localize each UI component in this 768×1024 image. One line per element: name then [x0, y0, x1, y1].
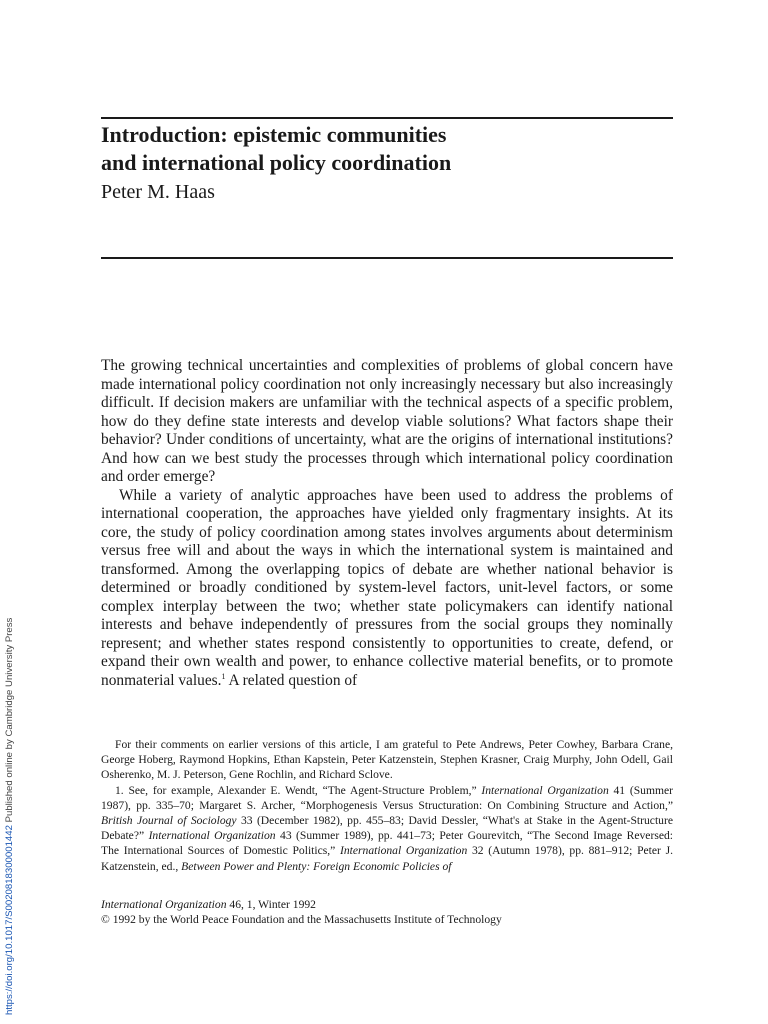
- paragraph-1: The growing technical uncertainties and complexities of problems of global concern have made international policy coordination not only increasingly necessary but also increasingly difficult. If decision makers are unfamiliar with the technical aspects of a specific problem, how do they define state interests and develop viable solutions? What factors shape their behavior? Under conditions of uncertainty, what are the origins of international institutions? And how can we best study the processes through which international policy coordination and order emerge?: [101, 357, 673, 485]
- paragraph-2-tail: A related question of: [225, 671, 358, 689]
- journal-issue-line: [101, 897, 673, 912]
- title-line-2: and international policy coordination: [101, 150, 452, 175]
- title-line-1: Introduction: epistemic communities: [101, 122, 447, 147]
- doi-link[interactable]: https://doi.org/10.1017/S0020818300001442: [4, 825, 15, 1015]
- paragraph-2-text: While a variety of analytic approaches have been used to address the problems of international cooperation, the approaches have yielded only fragmentary insights. At its core, the study of policy coordination among states involves arguments about determinism versus free will and about the ways in which the international system is maintained and transformed. Among the overlapping topics of debate are whether national behavior is determined or broadly conditioned by system-level factors, unit-level factors, or some complex interplay between the two; whether state policymakers can identify national interests and behave independently of pressures from the social groups they nominally represent; and whether states respond consistently to opportunities to create, defend, or expand their own wealth and power, to enhance collective material benefits, or to promote nonmaterial values.: [101, 486, 673, 689]
- footnote-1-journal-d: International Organization: [340, 844, 468, 858]
- author-name: Peter M. Haas: [101, 181, 215, 203]
- footnotes: [101, 737, 673, 874]
- doi-sidebar: [4, 618, 15, 1015]
- article-title: [101, 121, 673, 177]
- top-rule: [101, 117, 673, 119]
- footnote-1-journal-b: British Journal of Sociology: [101, 814, 237, 828]
- copyright-line: © 1992 by the World Peace Foundation and the Massachusetts Institute of Technology: [101, 913, 502, 927]
- journal-info: [101, 897, 673, 927]
- footnote-1-book-title: Between Power and Plenty: Foreign Economic Policies of: [181, 859, 452, 873]
- footnote-1-text-d: 43 (Summer 1989), pp. 441–73; Peter Gourevitch, “The Second Image Reversed: The International Sources of Domestic Politics,”: [101, 829, 673, 858]
- footnote-ref-1[interactable]: 1: [221, 671, 226, 681]
- footnote-1-text-e: 32 (Autumn 1978), pp. 881–912; Peter J. Katzenstein, ed.,: [101, 844, 673, 873]
- paragraph-2: [101, 487, 673, 691]
- footnote-1-text-a: 1. See, for example, Alexander E. Wendt, “The Agent-Structure Problem,”: [115, 783, 482, 797]
- bottom-rule: [101, 257, 673, 259]
- journal-issue: 46, 1, Winter 1992: [226, 898, 316, 911]
- footnote-1-text-b: 41 (Summer 1987), pp. 335–70; Margaret S. Archer, “Morphogenesis Versus Structuration: On Combining Structure and Action,”: [101, 783, 673, 812]
- published-note: Published online by Cambridge University Press: [4, 617, 15, 826]
- footnote-acknowledgment: For their comments on earlier versions of this article, I am grateful to Pete Andrews, Peter Cowhey, Barbara Crane, George Hoberg, Raymond Hopkins, Ethan Kapstein, Peter Katzenstein, Stephen Krasner, Craig Murphy, John Odell, Gail Osherenko, M. J. Peterson, Gene Rochlin, and Richard Sclove.: [101, 738, 673, 782]
- footnote-1-text-c: 33 (December 1982), pp. 455–83; David Dessler, “What's at Stake in the Agent-Structure Debate?”: [101, 814, 673, 843]
- article-body: [101, 357, 673, 690]
- footnote-1-journal-a: International Organization: [481, 783, 609, 797]
- footnote-1: [101, 783, 673, 874]
- journal-name: International Organization: [101, 898, 227, 911]
- footnote-1-journal-c: International Organization: [148, 829, 276, 843]
